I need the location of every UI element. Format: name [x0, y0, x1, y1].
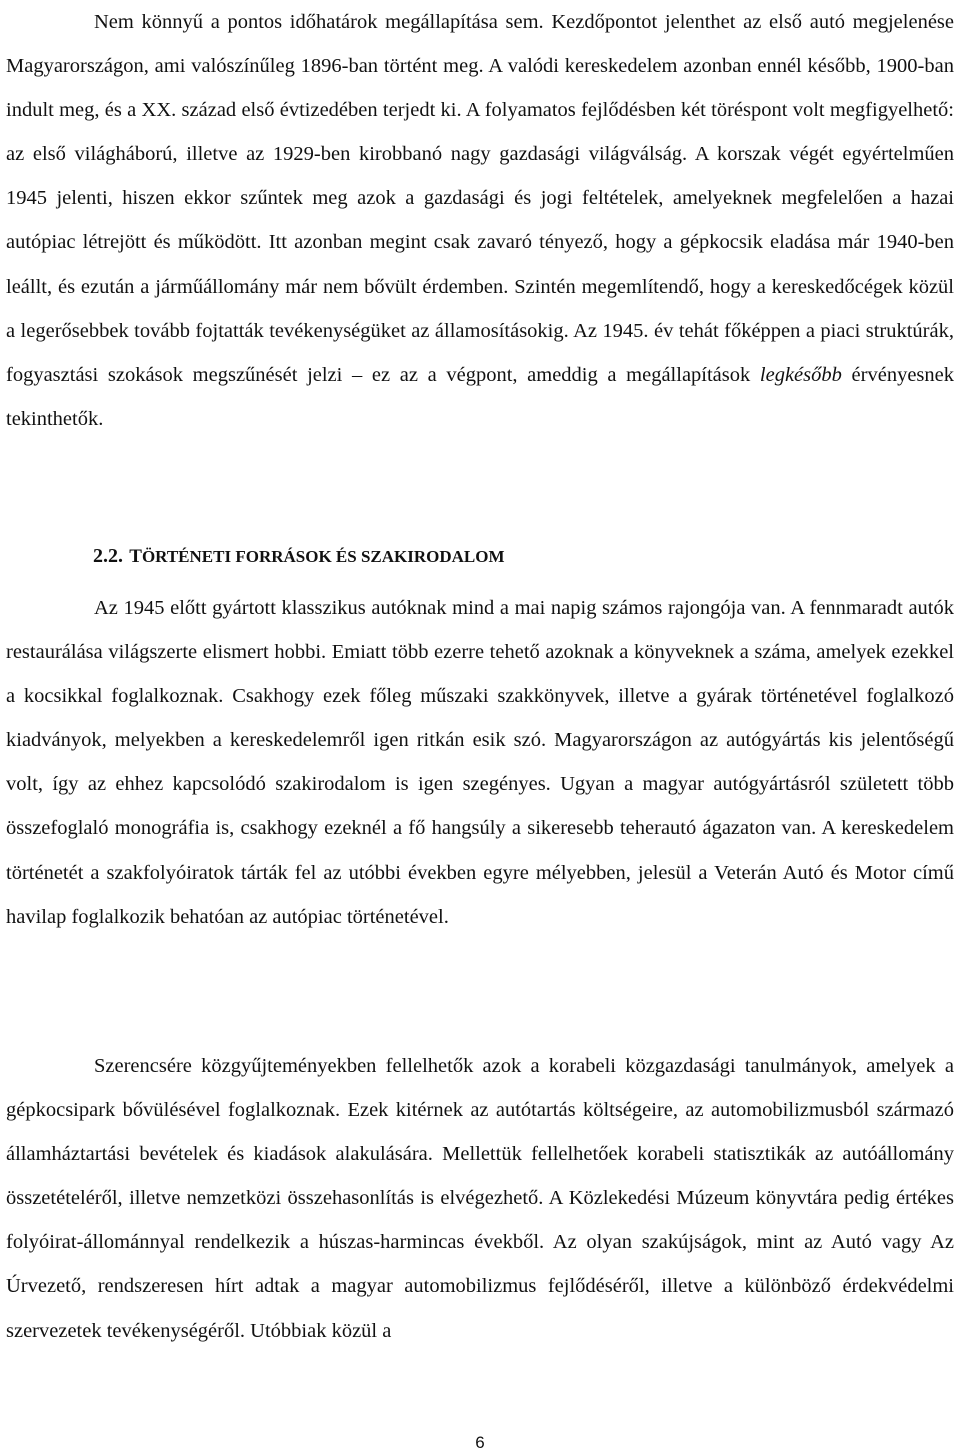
- section-heading: [93, 536, 505, 577]
- body-paragraph-3: [6, 1044, 954, 1353]
- section-title-initial: T: [129, 546, 142, 567]
- paragraph-1-italic-word: legkésőbb: [759, 363, 842, 386]
- section-number: 2.2.: [93, 545, 123, 567]
- body-paragraph-2: [6, 586, 954, 939]
- paragraph-1-text: Nem könnyű a pontos időhatárok megállapítása sem. Kezdőpontot jelenthet az első autó megjelenése Magyarországon, ami valószínűleg 1896-ban történt meg. A valódi kereskedelem azonban ennél később, 1900-ban indult meg, és a XX. század első évtizedében terjedt ki. A folyamatos fejlődésben két töréspont volt megfigyelhető: az első világháború, illetve az 1929-ben kirobbanó nagy gazdasági világválság. A korszak végét egyértelműen 1945 jelenti, hiszen ekkor szűntek meg azok a gazdasági és jogi feltételek, amelyeknek megfelelően a hazai autópiac létrejött és működött. Itt azonban megint csak zavaró tényező, hogy a gépkocsik eladása már 1940-ben leállt, és ezután a járműállomány már nem bővült érdemben. Szintén megemlítendő, hogy a kereskedőcégek közül a legerősebbek tovább fojtatták tevékenységüket az államosításokig. Az 1945. év tehát főképpen a piaci struktúrák, fogyasztási szokások megszűnését jelzi – ez az a végpont, ameddig a megállapítások: [6, 11, 954, 386]
- paragraph-3-text: Szerencsére közgyűjteményekben fellelhetők azok a korabeli közgazdasági tanulmányok, amelyek a gépkocsipark bővülésével foglalkoznak. Ezek kitérnek az autótartás költségeire, az automobilizmusból származó államháztartási bevételek és kiadások alakulására. Mellettük fellelhetőek korabeli statisztikák az autóállomány összetételéről, illetve nemzetközi összehasonlítás is elvégezhető. A Közlekedési Múzeum könyvtára pedig értékes folyóirat-állománnyal rendelkezik a húszas-harmincas évekből. Az olyan szakújságok, mint az Autó vagy Az Úrvezető, rendszeresen hírt adtak a magyar automobilizmus fejlődéséről, illetve a különböző érdekvédelmi szervezetek tevékenységéről. Utóbbiak közül a: [6, 1055, 954, 1342]
- paragraph-1-text-end: érvényesnek tekinthetők.: [6, 363, 954, 430]
- body-paragraph-1: [6, 0, 954, 441]
- section-title-rest: ÖRTÉNETI FORRÁSOK ÉS SZAKIRODALOM: [141, 547, 505, 566]
- page-number: 6: [475, 1433, 485, 1452]
- paragraph-2-text: Az 1945 előtt gyártott klasszikus autóknak mind a mai napig számos rajongója van. A fennmaradt autók restaurálása világszerte elismert hobbi. Emiatt több ezerre tehető azoknak a könyveknek a száma, amelyek ezekkel a kocsikkal foglalkoznak. Csakhogy ezek főleg műszaki szakkönyvek, illetve a gyárak történetével foglalkozó kiadványok, melyekben a kereskedelemről igen ritkán esik szó. Magyarországon az autógyártás kis jelentőségű volt, így az ehhez kapcsolódó szakirodalom is igen szegényes. Ugyan a magyar autógyártásról született több összefoglaló monográfia is, csakhogy ezeknél a fő hangsúly a sikeresebb teherautó ágazaton van. A kereskedelem történetét a szakfolyóiratok tárták fel az utóbbi években egyre mélyebben, jelesül a Veterán Autó és Motor című havilap foglalkozik behatóan az autópiac történetével.: [6, 597, 954, 928]
